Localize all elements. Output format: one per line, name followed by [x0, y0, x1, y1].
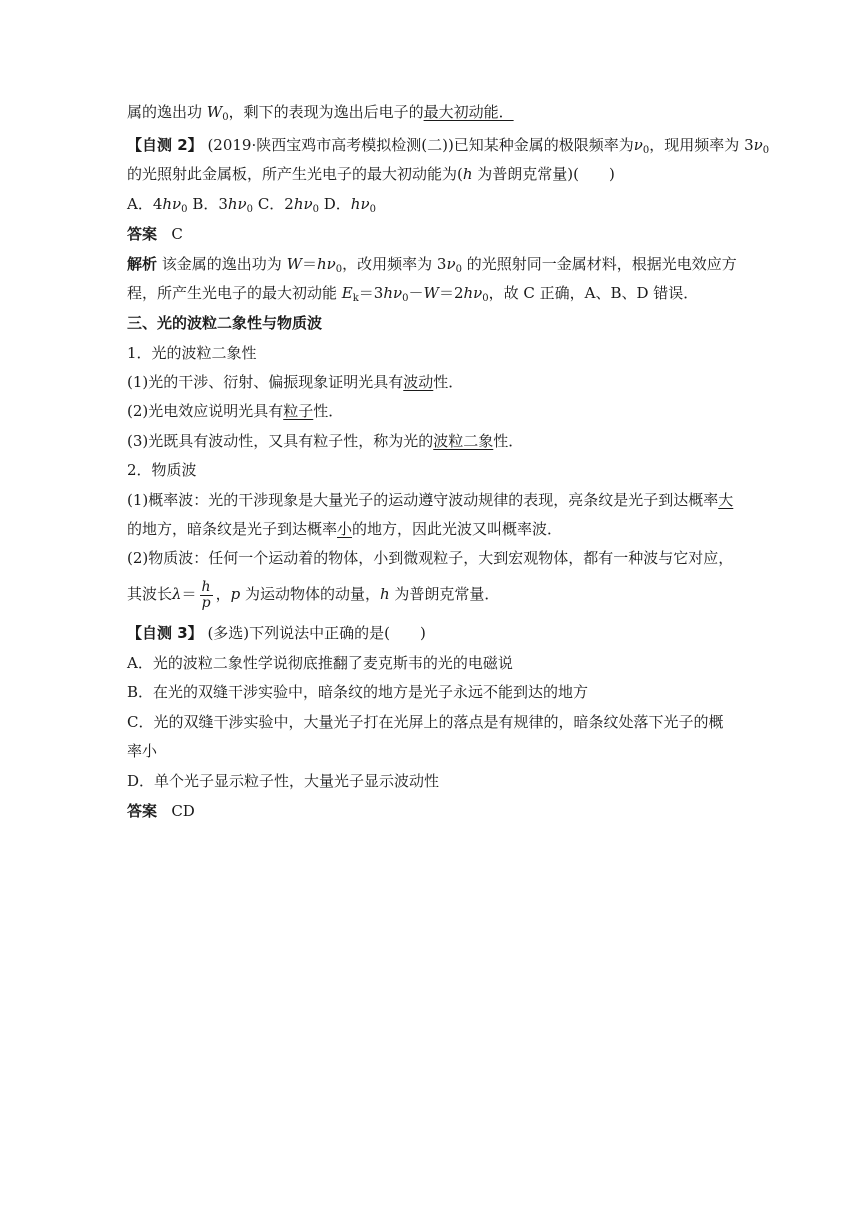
- symbol-w: W: [423, 284, 439, 302]
- text: (2)光电效应说明光具有: [127, 402, 284, 420]
- symbol-h: h: [462, 165, 473, 183]
- fraction-denominator: p: [201, 594, 211, 611]
- option-b: B．在光的双缝干涉实验中，暗条纹的地方是光子永远不能到达的地方: [127, 683, 589, 701]
- symbol-e: E: [341, 284, 353, 302]
- text: 的光照射同一金属材料，根据光电效应方: [461, 255, 737, 273]
- explanation-label: 解析: [127, 255, 158, 273]
- self-test-2-answer: [127, 223, 738, 245]
- symbol: hν: [383, 284, 403, 302]
- fraction: [200, 580, 213, 611]
- subscript: 0: [369, 204, 376, 215]
- option-a: A．4: [127, 195, 163, 213]
- underlined-term: 最大初动能．: [423, 103, 514, 121]
- symbol: hν: [162, 195, 182, 213]
- underlined-term: 小: [337, 520, 353, 538]
- text: (1)概率波：光的干涉现象是大量光子的运动遵守波动规律的表现，亮条纹是光子到达概率: [127, 491, 719, 509]
- text: ，现用频率为 3: [649, 136, 754, 154]
- text: －: [408, 284, 424, 302]
- option-a: A．光的波粒二象性学说彻底推翻了麦克斯韦的光的电磁说: [127, 654, 513, 672]
- self-test-2-question-cont: [127, 163, 738, 185]
- text: 的地方，因此光波又叫概率波．: [352, 520, 563, 538]
- symbol-h: h: [379, 585, 390, 603]
- symbol-nu: ν: [446, 255, 456, 273]
- answer-value: CD: [171, 802, 195, 820]
- symbol: hν: [350, 195, 370, 213]
- symbol-nu: ν: [753, 136, 763, 154]
- answer-value: C: [171, 225, 183, 243]
- text: ＝2: [438, 284, 464, 302]
- self-test-tag: 【自测 2】: [127, 136, 203, 154]
- text: 性．: [433, 373, 464, 391]
- subscript: 0: [762, 145, 770, 156]
- symbol: hν: [317, 255, 336, 273]
- subscript: k: [352, 293, 359, 304]
- list-item-cont: [127, 518, 738, 540]
- symbol: hν: [227, 195, 247, 213]
- section-heading: 三、光的波粒二象性与物质波: [127, 314, 323, 332]
- underlined-term: 波粒二象: [433, 432, 494, 450]
- underlined-term: 波动: [403, 373, 434, 391]
- text: 的地方，暗条纹是光子到达概率: [127, 520, 338, 538]
- text: 其波长: [127, 585, 173, 603]
- list-item: [127, 430, 738, 452]
- symbol: hν: [293, 195, 313, 213]
- underlined-term: 粒子: [283, 402, 314, 420]
- list-item: [127, 400, 738, 422]
- option-d: D．: [319, 195, 351, 213]
- list-item: [127, 371, 738, 393]
- subscript: 0: [482, 293, 489, 304]
- text: 性．: [313, 402, 344, 420]
- symbol: hν: [463, 284, 483, 302]
- text: (3)光既具有波动性，又具有粒子性，称为光的: [127, 432, 434, 450]
- text: ＝: [301, 255, 317, 273]
- text: 为普朗克常量．: [389, 585, 500, 603]
- symbol-nu: ν: [633, 136, 643, 154]
- option-c: C．2: [253, 195, 294, 213]
- text: (多选)下列说法中正确的是( ): [202, 624, 426, 642]
- self-test-2-question: [127, 134, 770, 156]
- option-c: C．光的双缝干涉实验中，大量光子打在光屏上的落点是有规律的，暗条纹处落下光子的概: [127, 713, 724, 731]
- subsection-heading: 2．物质波: [127, 461, 197, 479]
- option-b: B．3: [187, 195, 228, 213]
- symbol-w: W: [206, 103, 223, 121]
- text: (2019·陕西宝鸡市高考模拟检测(二))已知某种金属的极限频率为: [202, 136, 634, 154]
- subscript: 0: [222, 112, 229, 123]
- text: ，: [215, 585, 231, 603]
- self-test-3-answer: [127, 800, 738, 822]
- answer-label: 答案: [127, 225, 158, 243]
- self-test-tag: 【自测 3】: [127, 624, 203, 642]
- self-test-2-options: [127, 193, 738, 215]
- fraction-numerator: h: [201, 578, 211, 595]
- text: 的光照射此金属板，所产生光电子的最大初动能为(: [127, 165, 463, 183]
- text: (1)光的干涉、衍射、偏振现象证明光具有: [127, 373, 404, 391]
- self-test-3-question: [127, 622, 738, 644]
- subsection-heading: 1．光的波粒二象性: [127, 344, 257, 362]
- list-item: (2)物质波：任何一个运动着的物体，小到微观粒子，大到宏观物体，都有一种波与它对应，: [127, 549, 734, 567]
- text: 为运动物体的动量，: [240, 585, 380, 603]
- text: 属的逸出功: [127, 103, 207, 121]
- text: ，故 C 正确，A、B、D 错误．: [488, 284, 699, 302]
- answer-label: 答案: [127, 802, 158, 820]
- subscript: 0: [181, 204, 188, 215]
- text: ，剩下的表现为逸出后电子的: [228, 103, 424, 121]
- subscript: 0: [246, 204, 254, 215]
- text: 为普朗克常量)( ): [472, 165, 615, 183]
- text: ，改用频率为 3: [342, 255, 447, 273]
- subscript: 0: [312, 204, 319, 215]
- subscript: 0: [455, 264, 462, 275]
- text: ＝: [181, 585, 197, 603]
- list-item: [127, 489, 738, 511]
- subscript: 0: [335, 264, 343, 275]
- underlined-term: 大: [718, 491, 734, 509]
- symbol-w: W: [286, 255, 302, 273]
- formula-line: [127, 577, 738, 611]
- option-d: D．单个光子显示粒子性，大量光子显示波动性: [127, 772, 440, 790]
- self-test-2-explanation: [127, 253, 738, 275]
- text: ＝3: [358, 284, 384, 302]
- paragraph-continuation: [127, 101, 738, 123]
- subscript: 0: [402, 293, 409, 304]
- self-test-2-explanation-cont: [127, 282, 738, 304]
- text: 该金属的逸出功为: [157, 255, 287, 273]
- symbol-lambda: λ: [172, 585, 182, 603]
- symbol-p: p: [230, 585, 241, 603]
- text: 程，所产生光电子的最大初动能: [127, 284, 342, 302]
- subscript: 0: [642, 145, 650, 156]
- text: 性．: [493, 432, 524, 450]
- option-c-cont: 率小: [127, 742, 158, 760]
